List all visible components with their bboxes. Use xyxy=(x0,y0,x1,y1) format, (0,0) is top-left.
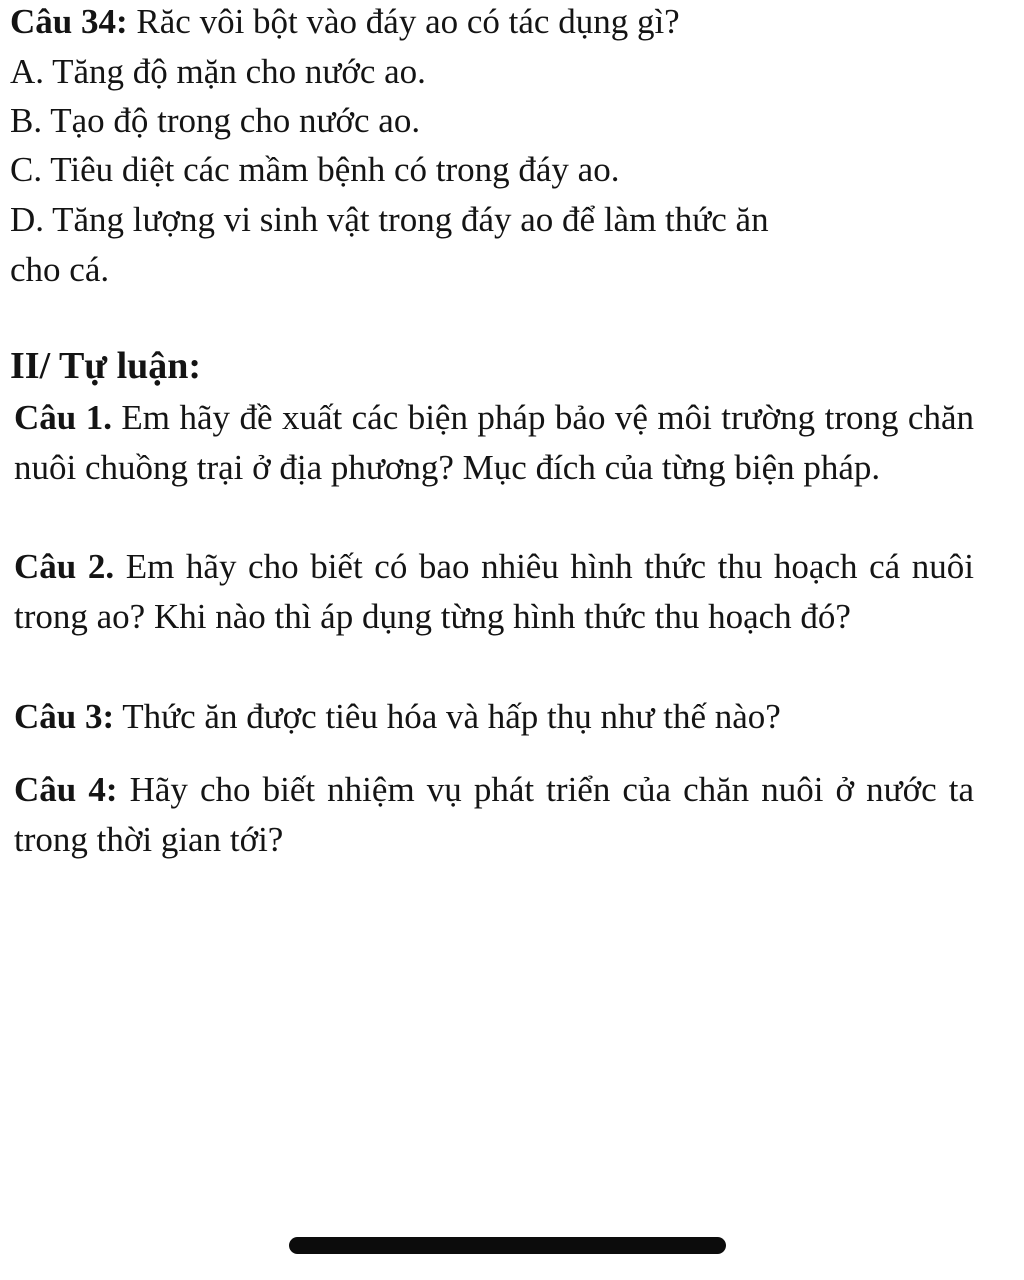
essay-question-2 xyxy=(14,542,974,642)
mcq-option-a: A. Tăng độ mặn cho nước ao. xyxy=(10,52,426,91)
mcq-option-b: B. Tạo độ trong cho nước ao. xyxy=(10,101,421,140)
mcq-question-text: Răc vôi bột vào đáy ao có tác dụng gì? xyxy=(127,2,680,41)
mcq-question-label: Câu 34: xyxy=(10,2,128,41)
essay-question-2-text: Em hãy cho biết có bao nhiêu hình thức thu hoạch cá nuôi trong ao? Khi nào thì áp dụng từng hình thức thu hoạch đó? xyxy=(14,547,974,636)
essay-question-4 xyxy=(14,765,974,865)
essay-question-1-label: Câu 1. xyxy=(14,398,112,437)
essay-question-3-text: Thức ăn được tiêu hóa và hấp thụ như thế nào? xyxy=(114,697,781,736)
essay-question-3 xyxy=(14,692,974,742)
mcq-option-d: D. Tăng lượng vi sinh vật trong đáy ao để làm thức ăn xyxy=(10,200,769,239)
essay-question-1 xyxy=(14,393,974,493)
essay-question-1-text: Em hãy đề xuất các biện pháp bảo vệ môi trường trong chăn nuôi chuồng trại ở địa phương? Mục đích của từng biện pháp. xyxy=(14,398,974,487)
essay-question-4-text: Hãy cho biết nhiệm vụ phát triển của chăn nuôi ở nước ta trong thời gian tới? xyxy=(14,770,974,859)
essay-question-3-label: Câu 3: xyxy=(14,697,115,736)
mcq-question xyxy=(10,2,680,42)
mcq-option-c: C. Tiêu diệt các mầm bệnh có trong đáy ao. xyxy=(10,150,620,189)
essay-heading: II/ Tự luận: xyxy=(10,345,202,387)
essay-question-2-label: Câu 2. xyxy=(14,547,115,586)
mcq-option-d-continued: cho cá. xyxy=(10,250,110,289)
essay-question-4-label: Câu 4: xyxy=(14,770,118,809)
home-indicator[interactable] xyxy=(289,1237,726,1254)
